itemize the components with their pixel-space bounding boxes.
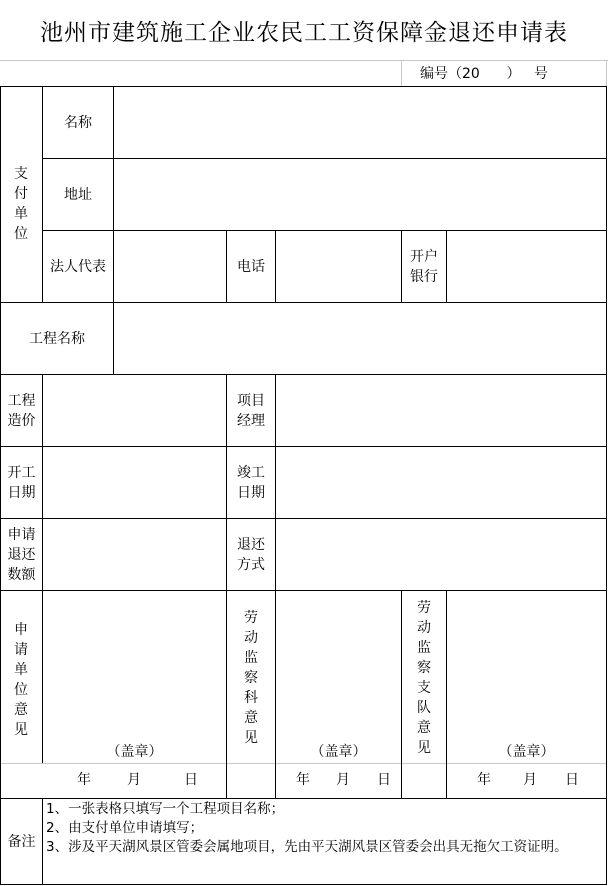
- finish-date-field[interactable]: [276, 447, 606, 518]
- remarks-list: [46, 800, 606, 857]
- labor-brigade-date-day: 日: [565, 772, 579, 788]
- finish-date-label: 竣工日期: [237, 464, 265, 501]
- form-title: 池州市建筑施工企业农民工工资保障金退还申请表: [40, 19, 568, 46]
- labor-brigade-opinion-label: 劳动监察支队意见: [417, 600, 431, 756]
- legal-rep-field[interactable]: [114, 231, 226, 302]
- applicant-date-day: 日: [184, 772, 198, 788]
- project-name-label: 工程名称: [29, 330, 85, 347]
- bank-label: 开户银行: [410, 248, 438, 285]
- applicant-opinion-field[interactable]: [43, 591, 226, 763]
- remark-item: 1、一张表格只填写一个工程项目名称；: [46, 801, 285, 817]
- remarks-label: 备注: [7, 833, 36, 850]
- table-border: [42, 798, 43, 885]
- labor-section-opinion-label: 劳动监察科意见: [244, 610, 258, 746]
- refund-method-label: 退还方式: [237, 536, 265, 573]
- applicant-seal: （盖章）: [106, 744, 163, 760]
- payer-section-label: 支付单位: [14, 166, 28, 242]
- refund-method-field[interactable]: [276, 519, 606, 590]
- project-cost-field[interactable]: [43, 375, 226, 446]
- labor-section-date-month: 月: [336, 772, 350, 788]
- labor-brigade-date-year: 年: [477, 772, 491, 788]
- grid-line: [401, 60, 402, 86]
- table-border: [0, 884, 607, 885]
- labor-brigade-opinion-field[interactable]: [447, 591, 606, 763]
- table-border: [606, 86, 607, 885]
- serial-number[interactable]: 编号（20 ） 号: [420, 65, 548, 82]
- payer-address-field[interactable]: [114, 159, 606, 230]
- grid-line: [0, 763, 607, 764]
- project-cost-label: 工程造价: [7, 392, 36, 429]
- table-border: [401, 590, 402, 799]
- labor-section-date-year: 年: [296, 772, 310, 788]
- phone-label: 电话: [237, 258, 265, 275]
- applicant-date-year: 年: [77, 772, 91, 788]
- start-date-label: 开工日期: [7, 464, 36, 501]
- grid-line: [606, 60, 607, 86]
- payer-name-label: 名称: [64, 114, 92, 131]
- labor-section-date-day: 日: [377, 772, 391, 788]
- payer-name-field[interactable]: [114, 87, 606, 158]
- start-date-field[interactable]: [43, 447, 226, 518]
- refund-amount-field[interactable]: [43, 519, 226, 590]
- grid-line: [0, 60, 608, 61]
- labor-brigade-seal: （盖章）: [498, 744, 555, 760]
- remark-item: 3、涉及平天湖风景区管委会属地项目，先由平天湖风景区管委会出具无拖欠工资证明。: [46, 839, 568, 855]
- applicant-date-month: 月: [127, 772, 141, 788]
- labor-section-opinion-field[interactable]: [276, 591, 401, 763]
- legal-rep-label: 法人代表: [50, 258, 106, 275]
- table-border: [0, 798, 607, 799]
- phone-field[interactable]: [276, 231, 401, 302]
- refund-amount-label: 申请退还数额: [7, 526, 36, 583]
- labor-section-seal: （盖章）: [310, 744, 367, 760]
- bank-field[interactable]: [447, 231, 606, 302]
- labor-brigade-date-month: 月: [523, 772, 537, 788]
- payer-address-label: 地址: [64, 186, 92, 203]
- project-manager-field[interactable]: [276, 375, 606, 446]
- applicant-opinion-label: 申请单位意见: [14, 622, 28, 738]
- project-name-field[interactable]: [114, 303, 606, 374]
- remark-item: 2、由支付单位申请填写；: [46, 820, 204, 836]
- project-manager-label: 项目经理: [237, 392, 265, 429]
